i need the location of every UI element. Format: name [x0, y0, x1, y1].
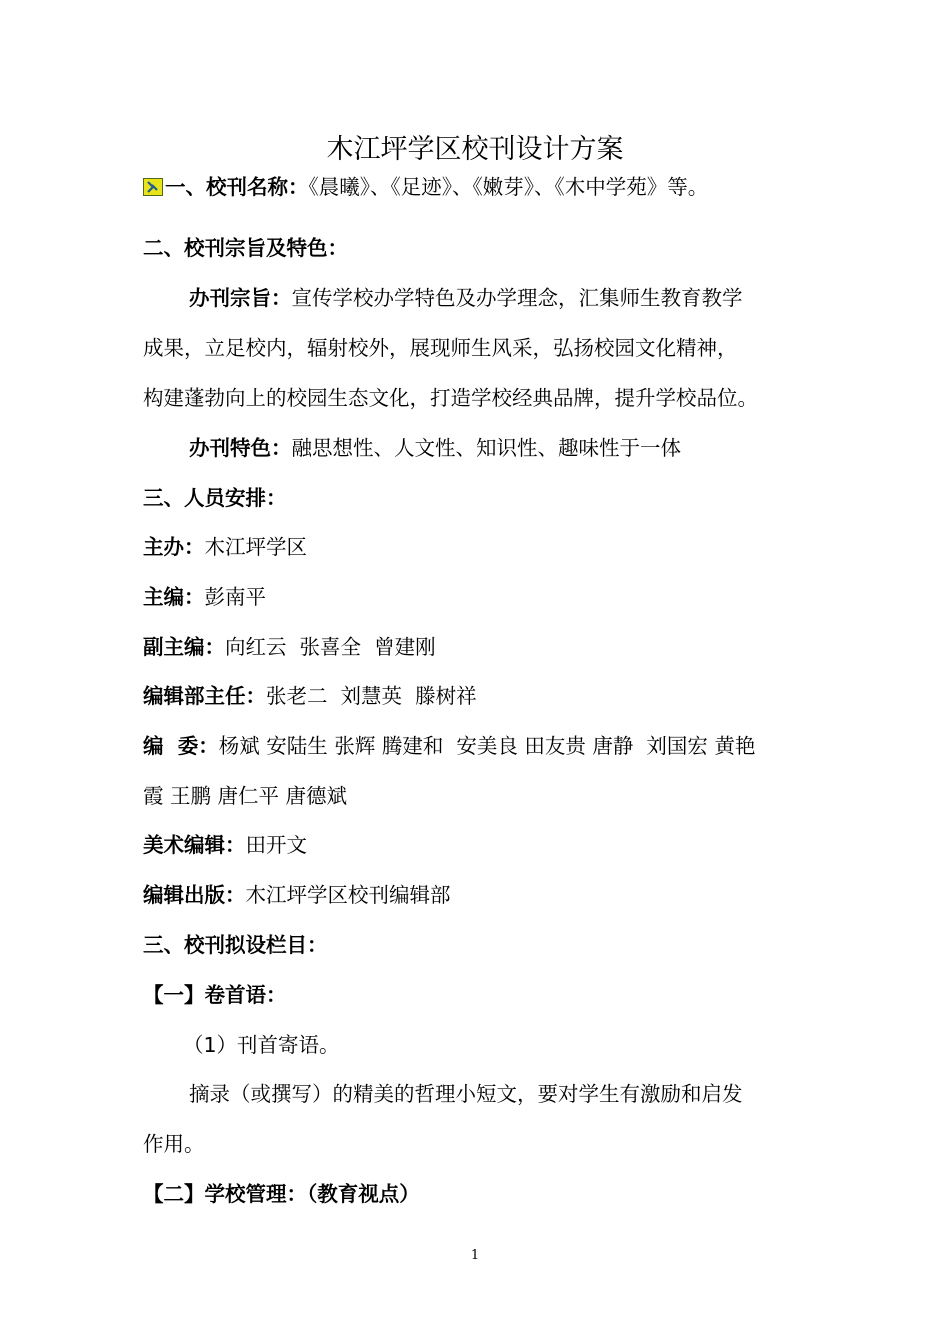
purpose-label: 办刊宗旨： [189, 286, 292, 310]
art-text: 田开文 [245, 833, 307, 857]
deputy-label: 副主编： [143, 635, 225, 659]
column-1-desc-2: 作用。 [143, 1132, 205, 1156]
page-number: 1 [470, 1248, 480, 1263]
column-2-heading: 【二】学校管理：（教育视点） [143, 1182, 420, 1206]
features-line [189, 433, 879, 463]
section-staff-heading: 三、人员安排： [143, 486, 287, 510]
purpose-line-1 [189, 283, 879, 313]
committee-line-1 [143, 731, 833, 761]
sponsor-text: 木江坪学区 [204, 535, 307, 559]
publisher-text: 木江坪学区校刊编辑部 [245, 883, 451, 907]
art-label: 美术编辑： [143, 833, 246, 857]
director-label: 编辑部主任： [143, 684, 266, 708]
sponsor-label: 主办： [143, 535, 205, 559]
section-purpose-heading: 二、校刊宗旨及特色： [143, 236, 348, 260]
purpose-line-3: 构建蓬勃向上的校园生态文化，打造学校经典品牌，提升学校品位。 [143, 386, 758, 410]
committee-label: 编 委： [143, 734, 219, 758]
editor-line [143, 582, 833, 612]
features-text: 融思想性、人文性、知识性、趣味性于一体 [291, 436, 681, 460]
publisher-label: 编辑出版： [143, 883, 246, 907]
art-line [143, 830, 833, 860]
purpose-text-1: 宣传学校办学特色及办学理念，汇集师生教育教学 [291, 286, 743, 310]
column-1-heading: 【一】卷首语： [143, 983, 287, 1007]
column-1-item: （1）刊首寄语。 [183, 1033, 340, 1057]
editor-label: 主编： [143, 585, 205, 609]
deputy-line [143, 632, 833, 662]
section-name-label: 一、校刊名称： [165, 175, 309, 199]
editor-text: 彭南平 [204, 585, 266, 609]
committee-line-2: 霞 王鹏 唐仁平 唐德斌 [143, 784, 348, 808]
director-text: 张老二 刘慧英 滕树祥 [266, 684, 477, 708]
director-line [143, 681, 833, 711]
document-link-icon[interactable] [143, 178, 163, 196]
section-name-line [143, 172, 843, 202]
document-title: 木江坪学区校刊设计方案 [326, 134, 624, 165]
section-columns-heading: 三、校刊拟设栏目： [143, 933, 328, 957]
purpose-line-2: 成果，立足校内，辐射校外，展现师生风采，弘扬校园文化精神， [143, 336, 738, 360]
features-label: 办刊特色： [189, 436, 292, 460]
deputy-text: 向红云 张喜全 曾建刚 [225, 635, 436, 659]
committee-text-1: 杨斌 安陆生 张辉 腾建和 安美良 田友贵 唐静 刘国宏 黄艳 [218, 734, 756, 758]
column-1-desc-1: 摘录（或撰写）的精美的哲理小短文，要对学生有激励和启发 [189, 1082, 743, 1106]
publisher-line [143, 880, 833, 910]
sponsor-line [143, 532, 833, 562]
section-name-text: 《晨曦》、《足迹》、《嫩芽》、《木中学苑》等。 [308, 175, 709, 199]
